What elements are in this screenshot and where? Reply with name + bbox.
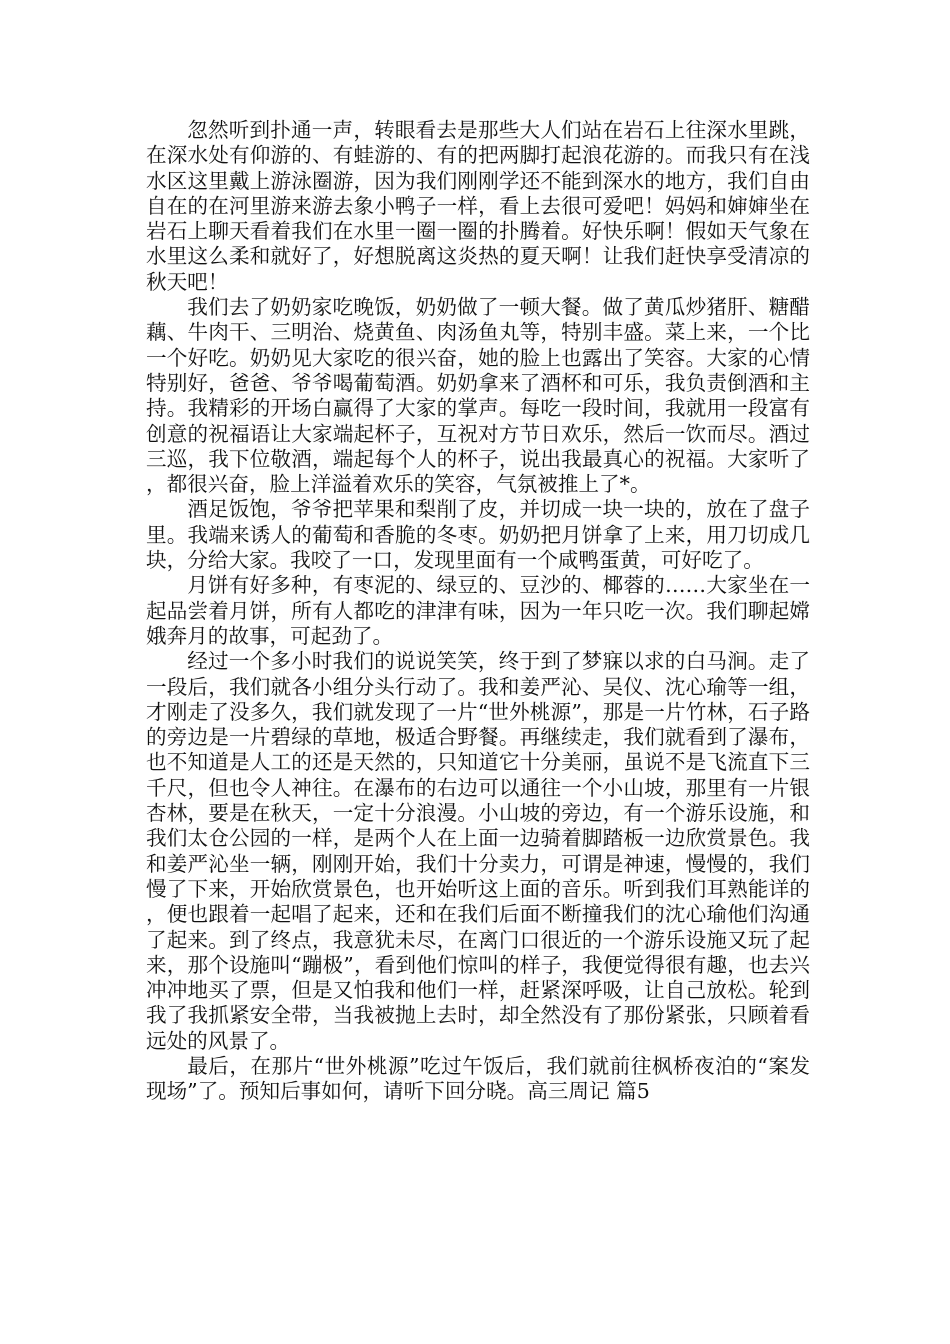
paragraph-fruit: 酒足饭饱，爷爷把苹果和梨削了皮，并切成一块一块的，放在了盘子里。我端来诱人的葡萄和香脆的冬枣。奶奶把月饼拿了上来，用刀切成几块，分给大家。我咬了一口，发现里面有一个咸鸭蛋黄，可好吃了。 xyxy=(146,497,810,573)
paragraph-ending: 最后，在那片“世外桃源”吃过午饭后，我们就前往枫桥夜泊的“案发现场”了。预知后事如何，请听下回分晓。高三周记 篇5 xyxy=(146,1053,810,1104)
paragraph-swimming: 忽然听到扑通一声，转眼看去是那些大人们站在岩石上往深水里跳，在深水处有仰游的、有蛙游的、有的把两脚打起浪花游的。而我只有在浅水区这里戴上游泳圈游，因为我们刚刚学还不能到深水的地方，我们自由自在的在河里游来游去象小鸭子一样，看上去很可爱吧！妈妈和婶婶坐在岩石上聊天看着我们在水里一圈一圈的扑腾着。好快乐啊！假如天气象在水里这么柔和就好了，好想脱离这炎热的夏天啊！让我们赶快享受清凉的秋天吧！ xyxy=(146,118,810,294)
document-body xyxy=(146,118,810,1105)
paragraph-dinner: 我们去了奶奶家吃晚饭，奶奶做了一顿大餐。做了黄瓜炒猪肝、糖醋藕、牛肉干、三明治、烧黄鱼、肉汤鱼丸等，特别丰盛。菜上来，一个比一个好吃。奶奶见大家吃的很兴奋，她的脸上也露出了笑容。大家的心情特别好，爸爸、爷爷喝葡萄酒。奶奶拿来了酒杯和可乐，我负责倒酒和主持。我精彩的开场白赢得了大家的掌声。每吃一段时间，我就用一段富有创意的祝福语让大家端起杯子，互祝对方节日欢乐，然后一饮而尽。酒过三巡，我下位敬酒，端起每个人的杯子，说出我最真心的祝福。大家听了，都很兴奋，脸上洋溢着欢乐的笑容，气氛被推上了*。 xyxy=(146,295,810,497)
paragraph-mooncakes: 月饼有好多种，有枣泥的、绿豆的、豆沙的、椰蓉的……大家坐在一起品尝着月饼，所有人都吃的津津有味，因为一年只吃一次。我们聊起嫦娥奔月的故事，可起劲了。 xyxy=(146,573,810,648)
paragraph-baimajian: 经过一个多小时我们的说说笑笑，终于到了梦寐以求的白马涧。走了一段后，我们就各小组分头行动了。我和姜严沁、吴仪、沈心瑜等一组，才刚走了没多久，我们就发现了一片“世外桃源”，那是一片竹林，石子路的旁边是一片碧绿的草地，极适合野餐。再继续走，我们就看到了瀑布，也不知道是人工的还是天然的，只知道它十分美丽，虽说不是飞流直下三千尺，但也令人神往。在瀑布的右边可以通往一个小山坡，那里有一片银杏林，要是在秋天，一定十分浪漫。小山坡的旁边，有一个游乐设施，和我们太仓公园的一样，是两个人在上面一边骑着脚踏板一边欣赏景色。我和姜严沁坐一辆，刚刚开始，我们十分卖力，可谓是神速，慢慢的，我们慢了下来，开始欣赏景色，也开始听这上面的音乐。听到我们耳熟能详的，便也跟着一起唱了起来，还和在我们后面不断撞我们的沈心瑜他们沟通了起来。到了终点，我意犹未尽，在离门口很近的一个游乐设施又玩了起来，那个设施叫“蹦极”，看到他们惊叫的样子，我便觉得很有趣，也去兴冲冲地买了票，但是又怕我和他们一样，赶紧深呼吸，让自己放松。轮到我了我抓紧安全带，当我被抛上去时，却全然没有了那份紧张，只顾着看远处的风景了。 xyxy=(146,649,810,1053)
